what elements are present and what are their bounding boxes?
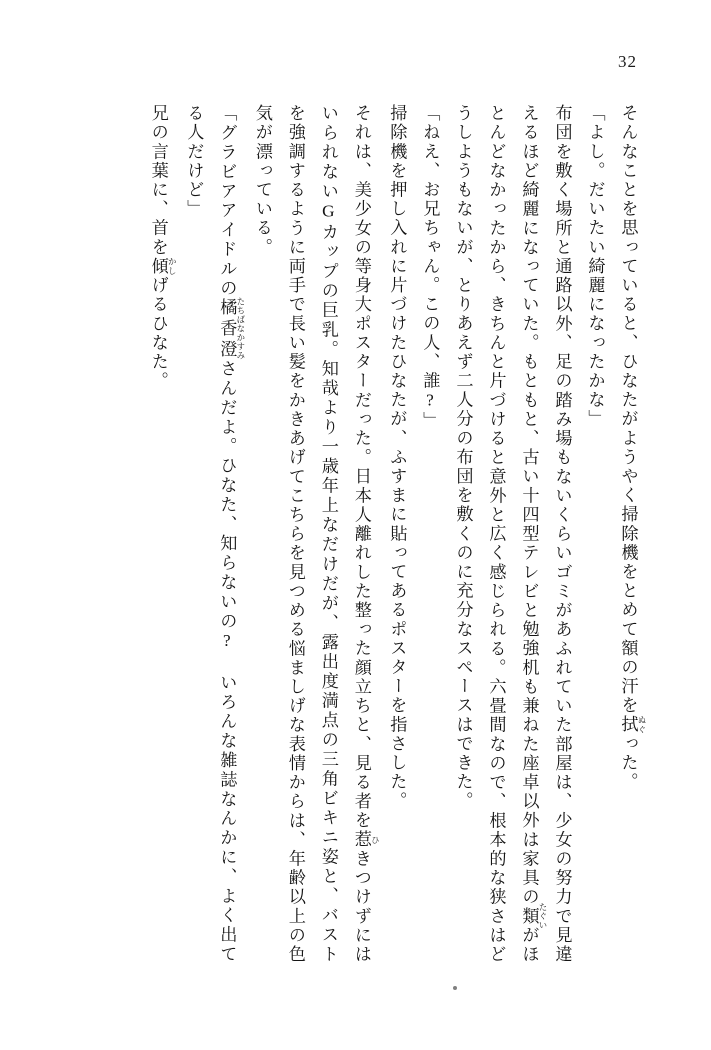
- paragraph-5: 掃除機を押し入れに片づけたひなたが、ふすまに貼ってあるポスターを指さした。: [387, 104, 407, 811]
- paragraph-1: そんなことを思っていると、ひなたがようやく掃除機をとめて額の汗を拭 ぬぐった。: [618, 104, 647, 792]
- paragraph-3: 布団を敷く場所と通路以外、足の踏み場もないくらいゴミがあふれていた部屋は、少女の努力で見違えるほど綺麗になっていた。もともと、古い十四型テレビと勉強机も兼ねた座卓以外は家具の類 たぐいがほとんどなかったから、きちんと片づけると意外と広く感じられる。六畳間なので、根本的な狭さはどうしようもないが、とりあえず二人分の布団を敷くのに充分なスペースはできた。: [453, 104, 572, 964]
- paragraph-7: 「グラビアアイドルの橘香澄 たちばなかすみさんだよ。ひなた、知らないの? いろんな雑誌なんかに、よく出てる人だけど」: [184, 104, 246, 964]
- body-text: [66, 104, 647, 964]
- paragraph-2: 「よし。だいたい綺麗になったかな」: [585, 104, 605, 429]
- paragraph-6: それは、美少女の等身大ポスターだった。日本人離れした整った顔立ちと、見る者を惹 ひきつけずにはいられないGカップの巨乳。知哉より一歳年上なだけだが、露出度満点の三角ビキニ姿と、バストを強調するように両手で長い髪をかきあげてこちらを見つめる悩ましげな表情からは、年齢以上の色気が漂っている。: [252, 104, 381, 964]
- page-number: 32: [618, 52, 637, 71]
- ruby-nugu: 拭 ぬぐ: [618, 715, 647, 735]
- ruby-hi: 惹 ひ: [351, 830, 381, 850]
- ruby-tagui: 類 たぐい: [519, 902, 548, 930]
- ruby-kashi: 傾 かし: [148, 256, 178, 276]
- ruby-tachibana-kasumi: 橘香澄 たちばなかすみ: [217, 297, 246, 361]
- footer-dot-mark: [453, 986, 457, 990]
- paragraph-4: 「ねえ、お兄ちゃん。この人、誰?」: [420, 104, 440, 431]
- paragraph-8: 兄の言葉に、首を傾 かしげるひなた。: [148, 104, 178, 391]
